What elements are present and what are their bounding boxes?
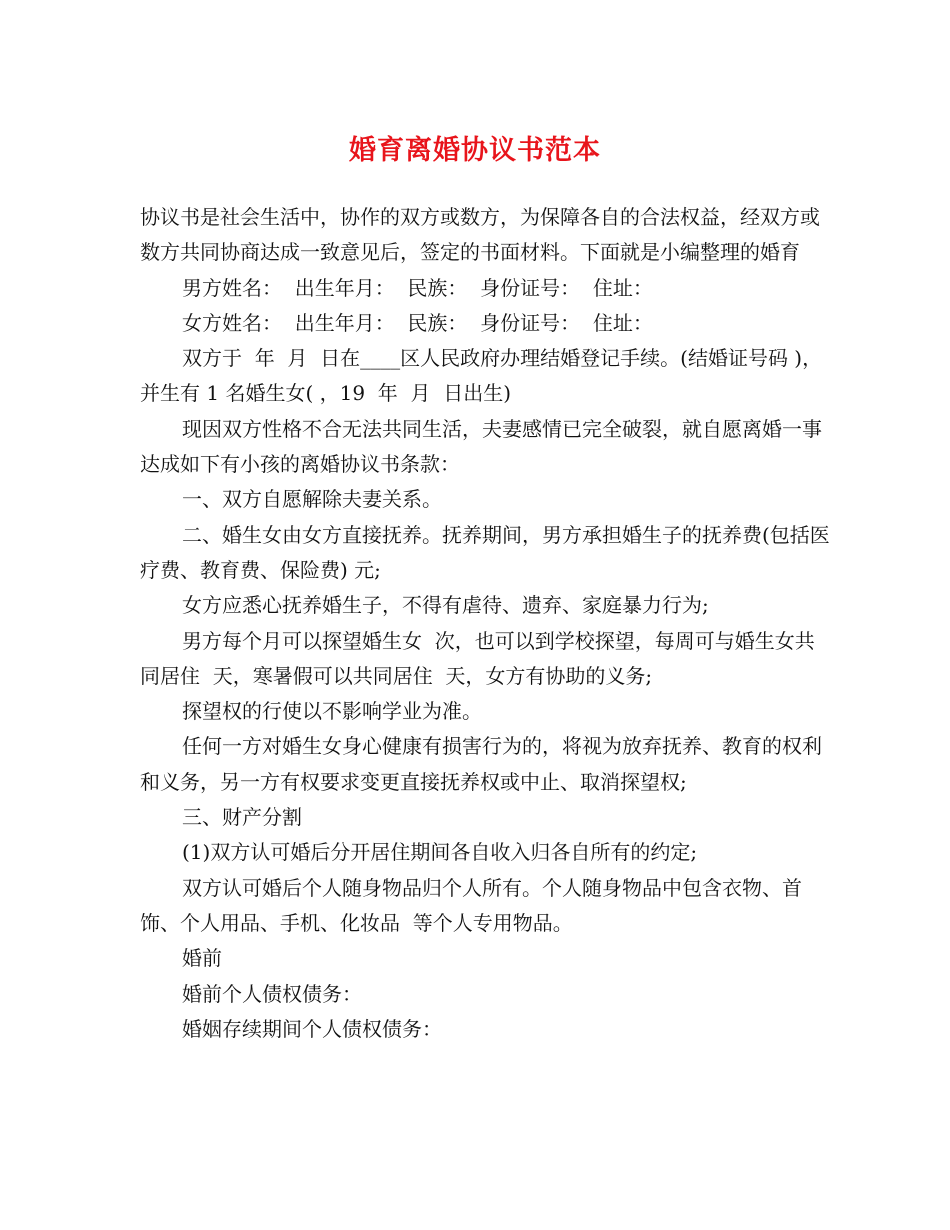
clause-two-visitation: 男方每个月可以探望婚生女 次，也可以到学校探望，每周可与婚生女共同居住 天，寒暑假可以共同居住 天，女方有协助的义务; [140,628,815,688]
marital-debts: 婚姻存续期间个人债权债务： [182,1016,442,1041]
clause-one: 一、双方自愿解除夫妻关系。 [182,487,442,512]
document-body [140,200,830,1047]
document-title: 婚育离婚协议书范本 [349,135,601,166]
female-party-info: 女方姓名： 出生年月： 民族： 身份证号： 住址： [182,310,653,335]
clause-two-visitation-rule: 探望权的行使以不影响学业为准。 [182,699,482,724]
clause-three-belongings: 双方认可婚后个人随身物品归个人所有。个人随身物品中包含衣物、首饰、个人用品、手机、化妆品 等个人专用物品。 [140,875,802,935]
clause-two-harm: 任何一方对婚生女身心健康有损害行为的，将视为放弃抚养、教育的权利和义务，另一方有权要求变更直接抚养权或中止、取消探望权; [140,734,822,794]
clause-three-income: (1)双方认可婚后分开居住期间各自收入归各自所有的约定; [182,840,698,865]
clause-two: 二、婚生女由女方直接抚养。抚养期间，男方承担婚生子的抚养费(包括医疗费、教育费、保险费) 元; [140,522,830,582]
intro-paragraph: 协议书是社会生活中，协作的双方或数方，为保障各自的合法权益，经双方或数方共同协商达成一致意见后，签定的书面材料。下面就是小编整理的婚育 [140,205,820,265]
premarital-heading: 婚前 [182,946,222,971]
marriage-registration: 双方于 年 月 日在____区人民政府办理结婚登记手续。(结婚证号码 )，并生有 1 名婚生女( ，19 年 月 日出生) [140,346,823,406]
clause-two-care: 女方应悉心抚养婚生子，不得有虐待、遗弃、家庭暴力行为; [182,593,709,618]
clause-three-heading: 三、财产分割 [182,805,302,830]
divorce-reason: 现因双方性格不合无法共同生活，夫妻感情已完全破裂，就自愿离婚一事达成如下有小孩的离婚协议书条款： [140,416,822,477]
premarital-debts: 婚前个人债权债务： [182,981,362,1006]
male-party-info: 男方姓名： 出生年月： 民族： 身份证号： 住址： [182,275,653,300]
